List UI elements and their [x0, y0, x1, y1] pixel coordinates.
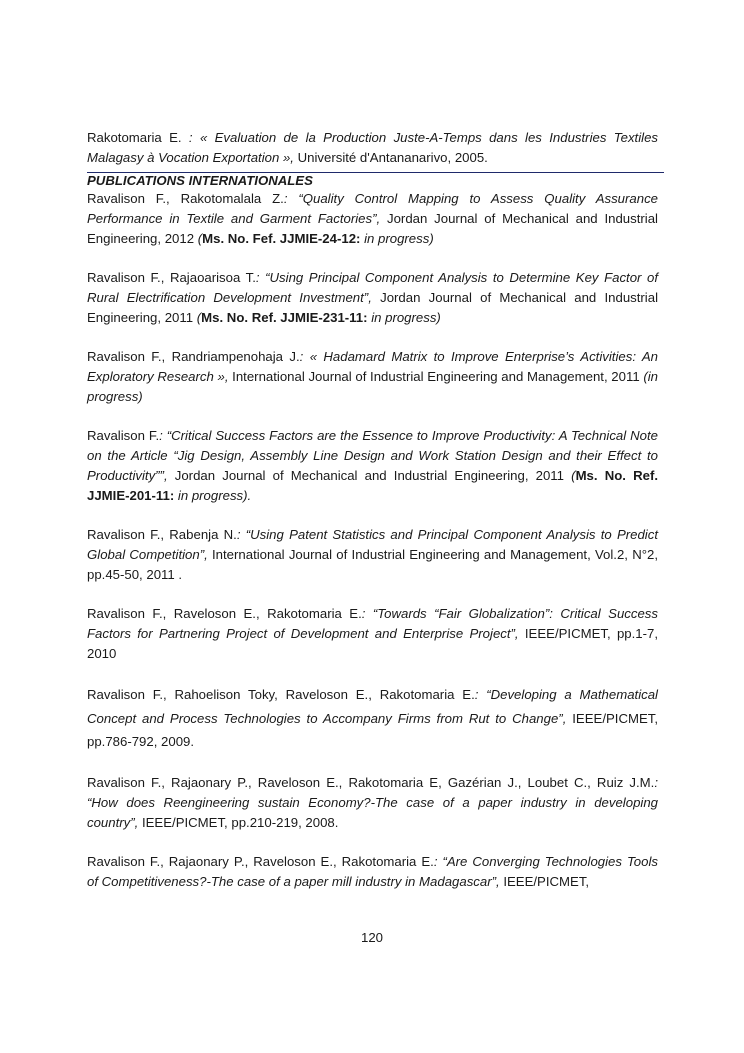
reference-source: Jordan Journal of Mechanical and Industrial Engineering, 2011	[87, 290, 659, 325]
reference-entry	[87, 426, 658, 506]
reference-title: : “Developing a Mathematical Concept and Process Technologies to Accompany Firms from Rut to Change”,	[87, 687, 658, 726]
reference-title: : “Are Converging Technologies Tools of Competitiveness?-The case of a paper mill industry in Madagascar”,	[87, 853, 658, 889]
reference-entry	[87, 347, 658, 407]
reference-source: IEEE/PICMET, pp.210-219, 2008.	[138, 814, 339, 830]
reference-paren: (	[571, 468, 576, 483]
reference-title: « Evaluation de la Production Juste-A-Temps dans les Industries Textiles Malagasy à Vocation Exportation »,	[87, 130, 658, 165]
reference-status: in progress)	[367, 310, 441, 325]
reference-authors: Ravalison F.	[87, 428, 160, 443]
reference-authors: Ravalison F., Raveloson E., Rakotomaria E.	[87, 606, 362, 621]
reference-title: : « Hadamard Matrix to Improve Enterprise’s Activities: An Exploratory Research »,	[87, 349, 658, 384]
reference-paren: (	[197, 231, 203, 246]
reference-source: Jordan Journal of Mechanical and Industrial Engineering, 2011	[167, 468, 572, 483]
reference-entry	[87, 683, 658, 754]
reference-authors: Ravalison F., Rabenja N.	[87, 527, 237, 542]
reference-entry	[87, 525, 658, 585]
reference-title: : “Using Patent Statistics and Principal Component Analysis to Predict Global Competition”,	[87, 527, 658, 562]
reference-entry	[87, 773, 658, 833]
section-heading: PUBLICATIONS INTERNATIONALES	[87, 173, 313, 188]
reference-source: IEEE/PICMET, pp.1-7, 2010	[87, 626, 658, 661]
reference-separator: :	[181, 130, 200, 145]
reference-title: : “Using Principal Component Analysis to Determine Key Factor of Rural Electrification Development Investment”,	[87, 270, 658, 305]
reference-entry	[87, 604, 658, 664]
reference-source: Jordan Journal of Mechanical and Industrial Engineering, 2012	[87, 211, 658, 246]
reference-authors: Rakotomaria E.	[87, 130, 182, 145]
reference-manuscript-id: Ms. No. Ref. JJMIE-201-11:	[87, 468, 658, 503]
reference-source: IEEE/PICMET, pp.786-792, 2009.	[87, 710, 658, 749]
reference-source: International Journal of Industrial Engineering and Management, 2011	[228, 369, 644, 384]
reference-manuscript-id: Ms. No. Fef. JJMIE-24-12:	[202, 231, 361, 246]
reference-entry	[87, 852, 658, 892]
reference-status: (in progress)	[87, 369, 658, 404]
reference-source: International Journal of Industrial Engineering and Management, Vol.2, N°2, pp.45-50, 2011 .	[87, 547, 658, 582]
reference-authors: Ravalison F., Rajaonary P., Raveloson E., Rakotomaria E, Gazérian J., Loubet C., Ruiz J.M.	[87, 774, 655, 790]
reference-source: IEEE/PICMET,	[499, 873, 590, 889]
reference-source: Université d'Antananarivo, 2005.	[293, 150, 488, 165]
reference-title: : “Critical Success Factors are the Essence to Improve Productivity: A Technical Note on the Article “Jig Design, Assembly Line Design and Work Station Design and their Effect to Productivity””,	[87, 428, 658, 483]
reference-authors: Ravalison F., Rakotomalala Z.	[87, 191, 284, 206]
reference-entry	[87, 128, 658, 168]
reference-authors: Ravalison F., Randriampenohaja J.	[87, 349, 300, 364]
reference-title: : “Towards “Fair Globalization”: Critical Success Factors for Partnering Project of Development and Enterprise Project”,	[87, 606, 658, 641]
reference-status: in progress).	[174, 488, 252, 503]
reference-paren: (	[196, 310, 202, 325]
reference-manuscript-id: Ms. No. Ref. JJMIE-231-11:	[201, 310, 368, 325]
reference-entry	[87, 268, 658, 328]
reference-title: : “Quality Control Mapping to Assess Quality Assurance Performance in Textile and Garment Factories”,	[87, 191, 659, 226]
reference-authors: Ravalison F., Rajaoarisoa T.	[87, 270, 256, 285]
reference-authors: Ravalison F., Rahoelison Toky, Raveloson E., Rakotomaria E.	[87, 687, 475, 702]
reference-authors: Ravalison F., Rajaonary P., Raveloson E., Rakotomaria E.	[87, 853, 434, 869]
page-number: 120	[360, 930, 383, 945]
reference-entry	[87, 189, 658, 249]
document-page	[87, 128, 658, 892]
reference-status: in progress)	[360, 231, 434, 246]
reference-title: : “How does Reengineering sustain Economy?-The case of a paper industry in developing country”,	[87, 774, 658, 830]
